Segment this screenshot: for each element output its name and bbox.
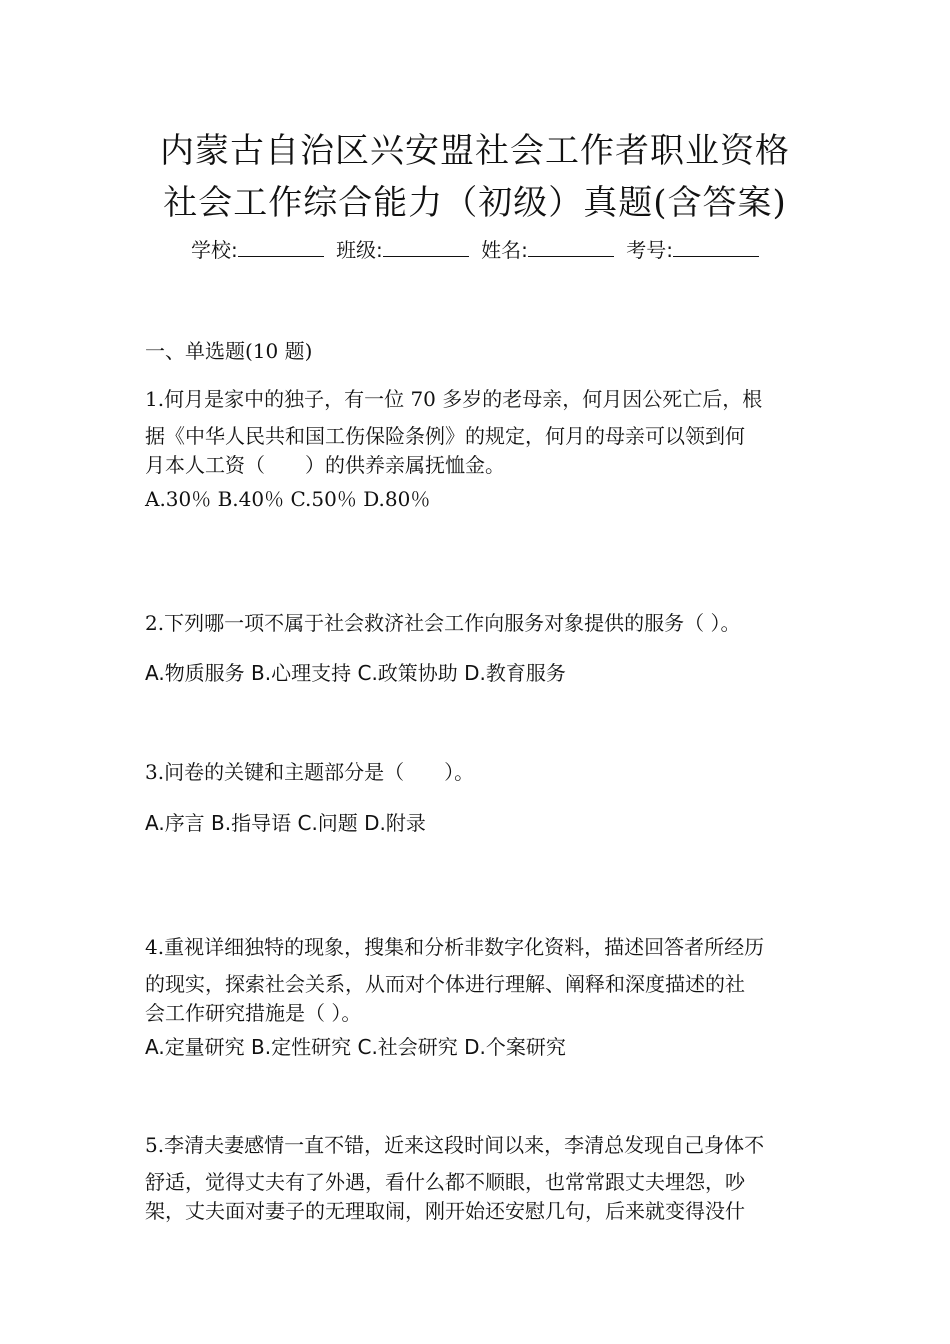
field-exam-number <box>626 236 759 264</box>
question-3-options <box>145 809 426 837</box>
field-name <box>481 236 614 264</box>
exam-title-line2: 社会工作综合能力（初级）真题(含答案) <box>163 183 787 223</box>
question-4-line-2: 的现实，探索社会关系，从而对个体进行理解、阐释和深度描述的社 <box>145 972 745 996</box>
question-4-line-1: 4.重视详细独特的现象，搜集和分析非数字化资料，描述回答者所经历 <box>145 935 765 959</box>
question-2-options <box>145 659 566 687</box>
field-school-blank[interactable] <box>238 238 324 257</box>
field-name-label: 姓名: <box>481 238 528 262</box>
question-1-line-2: 据《中华人民共和国工伤保险条例》的规定，何月的母亲可以领到何 <box>145 424 745 448</box>
question-4-line-3: 会工作研究措施是（ ）。 <box>145 1001 362 1025</box>
field-class <box>336 236 469 264</box>
question-1 <box>145 385 815 480</box>
field-exam-number-label: 考号: <box>626 238 674 262</box>
question-3 <box>145 758 815 795</box>
field-school-label: 学校: <box>190 238 238 262</box>
question-3-options-text: A.序言 B.指导语 C.问题 D.附录 <box>145 811 426 835</box>
question-4-options-text: A.定量研究 B.定性研究 C.社会研究 D.个案研究 <box>145 1035 566 1059</box>
exam-title-line1: 内蒙古自治区兴安盟社会工作者职业资格 <box>160 131 790 171</box>
field-class-label: 班级: <box>336 238 383 262</box>
question-5-line-3: 架，丈夫面对妻子的无理取闹，刚开始还安慰几句，后来就变得没什 <box>145 1199 745 1223</box>
field-class-blank[interactable] <box>383 238 469 257</box>
field-school <box>191 236 324 264</box>
question-2-line-1: 2.下列哪一项不属于社会救济社会工作向服务对象提供的服务（ ）。 <box>145 611 741 635</box>
question-5-line-2: 舒适，觉得丈夫有了外遇，看什么都不顺眼，也常常跟丈夫埋怨，吵 <box>145 1170 745 1194</box>
question-5-line-1: 5.李清夫妻感情一直不错，近来这段时间以来，李清总发现自己身体不 <box>145 1133 765 1157</box>
question-2 <box>145 609 815 646</box>
field-exam-number-blank[interactable] <box>673 238 759 257</box>
question-4 <box>145 933 815 1028</box>
student-info-fields <box>0 236 950 264</box>
question-1-options: A.30％ B.40％ C.50％ D.80％ <box>145 487 431 511</box>
field-name-blank[interactable] <box>528 238 614 257</box>
question-2-options-text: A.物质服务 B.心理支持 C.政策协助 D.教育服务 <box>145 661 566 685</box>
question-5 <box>145 1131 815 1226</box>
question-4-options <box>145 1033 566 1061</box>
question-1-line-3: 月本人工资（ ）的供养亲属抚恤金。 <box>145 453 505 477</box>
question-1-line-1: 1.何月是家中的独子，有一位 70 多岁的老母亲，何月因公死亡后，根 <box>145 387 763 411</box>
section-heading: 一、单选题(10 题) <box>145 339 313 363</box>
question-3-line-1: 3.问卷的关键和主题部分是（ ）。 <box>145 760 475 784</box>
